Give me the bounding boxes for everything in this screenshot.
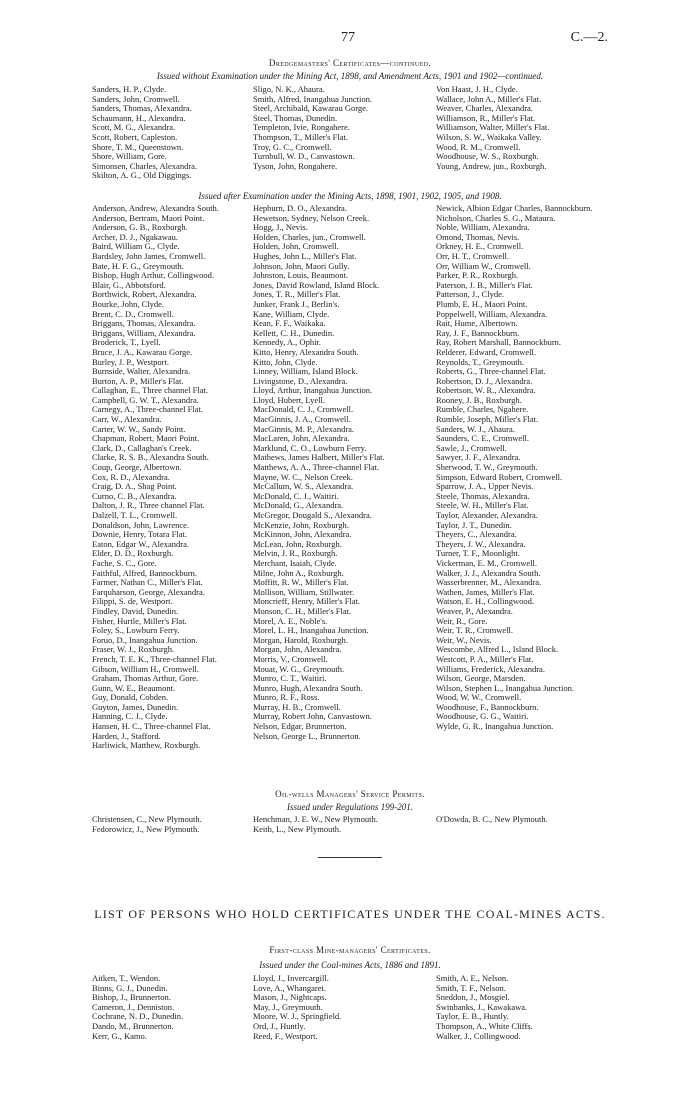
- list-entry: Theyers, J. W., Alexandra.: [436, 538, 526, 549]
- list-entry: Williams, Frederick, Alexandra.: [436, 663, 545, 674]
- list-entry: Ord, J., Huntly.: [253, 1020, 306, 1031]
- list-entry: Weaver, P., Alexandra.: [436, 605, 513, 616]
- list-entry: Callaghan, E., Three channel Flat.: [92, 385, 208, 396]
- list-entry: Sanders, H. P., Clyde.: [92, 84, 167, 94]
- list-entry: Cox, R. D., Alexandra.: [92, 471, 170, 482]
- list-entry: Bishop, Hugh Arthur, Collingwood.: [92, 270, 214, 281]
- list-entry: Moncrieff, Henry, Miller's Flat.: [253, 596, 361, 607]
- list-entry: Marklund, C. O., Lowburn Ferry.: [253, 442, 367, 453]
- list-entry: Wilson, George, Marsden.: [436, 673, 526, 684]
- list-entry: Kean, F. F., Waikaka.: [253, 318, 326, 329]
- list-entry: McDonald, C. J., Waitiri.: [253, 490, 339, 501]
- list-entry: Jones, T. R., Miller's Flat.: [253, 289, 341, 300]
- list-entry: Patterson, J., Clyde.: [436, 289, 504, 300]
- list-entry: Skilton, A. G., Old Diggings.: [92, 170, 192, 181]
- list-entry: Broderick, T., Lyell.: [92, 337, 161, 348]
- coal-first-class-title: First-class Mine-managers' Certificates.: [269, 945, 431, 955]
- list-entry: Guyton, James, Dunedin.: [92, 701, 179, 712]
- list-entry: Borthwick, Robert, Alexandra.: [92, 289, 197, 300]
- list-entry: Johnston, Louis, Beaumont.: [253, 270, 349, 281]
- list-entry: MacDonald, C. J., Cromwell.: [253, 404, 354, 415]
- list-entry: Sherwood, T. W., Greymouth.: [436, 462, 538, 473]
- list-entry: Fedorowicz, J., New Plymouth.: [92, 823, 200, 834]
- list-entry: MacGinnis, J. A., Cromwell.: [253, 414, 351, 425]
- list-entry: Schaumann, H., Alexandra.: [92, 112, 186, 123]
- list-entry: Brent, C. D., Cromwell.: [92, 308, 174, 319]
- list-entry: Smith, T. F., Nelson.: [436, 982, 506, 993]
- list-entry: Baird, William G., Clyde.: [92, 241, 180, 252]
- list-entry: Steele, Thomas, Alexandra.: [436, 490, 530, 501]
- list-entry: Kerr, G., Kamo.: [92, 1030, 147, 1041]
- oil-section-subtitle: Issued under Regulations 199-201.: [287, 802, 413, 812]
- list-entry: Sneddon, J., Mosgiel.: [436, 992, 510, 1003]
- list-entry: Briggans, Thomas, Alexandra.: [92, 318, 196, 329]
- list-entry: Smith, A. E., Nelson.: [436, 973, 509, 983]
- list-entry: Sawle, J., Cromwell.: [436, 442, 507, 453]
- list-entry: Merchant, Isaiah, Clyde.: [253, 557, 337, 568]
- list-entry: Mollison, William, Stillwater.: [253, 586, 355, 597]
- list-entry: Graham, Thomas Arthur, Gore.: [92, 673, 199, 684]
- list-entry: Ray, Robert Marshall, Bannockburn.: [436, 337, 562, 348]
- list-entry: Poppelwell, William, Alexandra.: [436, 308, 548, 319]
- list-entry: Sawyer, J. F., Alexandra.: [436, 452, 521, 463]
- list-entry: Eaton, Edgar W., Alexandra.: [92, 538, 190, 549]
- list-entry: Weir, W., Nevis.: [436, 634, 492, 645]
- list-entry: Wathen, James, Miller's Flat.: [436, 586, 535, 597]
- list-entry: Munro, Hugh, Alexandra South.: [253, 682, 363, 693]
- column-3: [436, 85, 608, 171]
- list-entry: Morgan, Harold, Roxburgh.: [253, 634, 348, 645]
- list-entry: Scott, Robert, Capleston.: [92, 131, 178, 142]
- list-entry: Dalzell, T. L., Cromwell.: [92, 510, 178, 520]
- list-entry: Findley, David, Dunedin.: [92, 605, 179, 616]
- list-entry: Reynolds, T., Greymouth.: [436, 356, 524, 367]
- list-entry: Anderson, G. B., Roxburgh.: [92, 222, 188, 233]
- list-entry: Rumble, Joseph, Miller's Flat.: [436, 414, 539, 425]
- list-entry: Lloyd, Hubert, Lyell.: [253, 394, 326, 405]
- list-entry: Wescombe, Alfred L., Island Block.: [436, 644, 559, 655]
- list-entry: Linney, William, Island Block.: [253, 366, 358, 377]
- list-entry: Hepburn, D. O., Alexandra.: [253, 203, 347, 213]
- list-entry: Murray, H. B., Cromwell.: [253, 701, 341, 712]
- list-entry: Bate, H. F. G., Greymouth.: [92, 260, 184, 271]
- list-entry: Hanning, C. J., Clyde.: [92, 711, 168, 722]
- list-entry: Roberts, G., Three-channel Flat.: [436, 366, 546, 377]
- list-entry: Ray, J. F., Bannockburn.: [436, 327, 520, 338]
- list-entry: Jones, David Rowland, Island Block.: [253, 279, 380, 290]
- list-entry: Donaldson, John, Lawrence.: [92, 519, 190, 530]
- list-entry: Hansen, H. C., Three-channel Flat.: [92, 721, 211, 732]
- column-2: [253, 85, 425, 171]
- list-entry: McKenzie, John, Roxburgh.: [253, 519, 349, 530]
- list-entry: Parker, P. R., Roxburgh.: [436, 270, 519, 281]
- list-entry: Cochrane, N. D., Dunedin.: [92, 1011, 184, 1022]
- list-entry: Archer, D. J., Ngakawau.: [92, 231, 179, 242]
- list-entry: Fraser, W. J., Roxburgh.: [92, 644, 175, 655]
- list-entry: Von Haast, J. H., Clyde.: [436, 84, 518, 94]
- list-entry: O'Dowda, B. C., New Plymouth.: [436, 814, 548, 824]
- list-entry: Dando, M., Brunnerton.: [92, 1020, 174, 1031]
- list-entry: Weir, R., Gore.: [436, 615, 488, 626]
- list-entry: Bourke, John, Clyde.: [92, 298, 165, 309]
- oil-section-title: Oil-wells Managers' Service Permits.: [275, 789, 425, 799]
- dredge-exam-heading: Issued after Examination under the Mining Acts, 1898, 1901, 1902, 1905, and 1908.: [198, 191, 502, 201]
- column-1: [92, 85, 240, 181]
- list-entry: Chapman, Robert, Maori Point.: [92, 433, 200, 444]
- list-entry: Steel, Archibald, Kawarau Gorge.: [253, 103, 369, 114]
- list-entry: Monson, C. H., Miller's Flat.: [253, 605, 352, 616]
- list-entry: Junker, Frank J., Berlin's.: [253, 298, 340, 309]
- list-entry: MacGinnis, M. P., Alexandra.: [253, 423, 355, 434]
- list-entry: Tyson, John, Rongahere.: [253, 160, 338, 171]
- list-entry: Williamson, R., Miller's Flat.: [436, 112, 536, 123]
- list-entry: Taylor, Alexander, Alexandra.: [436, 510, 538, 520]
- list-entry: Blair, G., Abbotsford.: [92, 279, 166, 290]
- list-entry: Wilson, Stephen L., Inangahua Junction.: [436, 682, 574, 693]
- list-entry: Filippi, S. de, Westport.: [92, 596, 173, 607]
- list-entry: Kitto, John, Clyde.: [253, 356, 318, 367]
- list-entry: May, J., Greymouth.: [253, 1001, 323, 1012]
- list-entry: Matthews, A. A., Three-channel Flat.: [253, 462, 380, 473]
- list-entry: Nelson, Edgar, Brunnerton.: [253, 721, 347, 732]
- list-entry: Christensen, C., New Plymouth.: [92, 814, 202, 824]
- list-entry: Rait, Hume, Albertown.: [436, 318, 518, 329]
- list-entry: Taylor, J. T., Dunedin.: [436, 519, 512, 530]
- list-entry: Kennedy, A., Ophir.: [253, 337, 321, 348]
- list-entry: Farquharson, George, Alexandra.: [92, 586, 205, 597]
- page-number: 77: [341, 30, 355, 45]
- list-entry: Sanders, W. J., Ahaura.: [436, 423, 515, 434]
- list-entry: Orr, William W., Cromwell.: [436, 260, 531, 271]
- column-1: [92, 815, 240, 834]
- list-entry: Vickerman, E. M., Cromwell.: [436, 557, 537, 568]
- list-entry: Woodhouse, W. S., Roxburgh.: [436, 151, 539, 162]
- list-entry: Young, Andrew, jun., Roxburgh.: [436, 160, 547, 171]
- list-entry: Bruce, J. A., Kawarau Gorge.: [92, 346, 193, 357]
- list-entry: Smith, Alfred, Inangahua Junction.: [253, 93, 372, 104]
- list-entry: Kane, William, Clyde.: [253, 308, 330, 319]
- list-entry: Thompson, A., White Cliffs.: [436, 1020, 533, 1031]
- list-entry: Woodhouse, F., Bannockburn.: [436, 701, 539, 712]
- list-entry: Campbell, G. W. T., Alexandra.: [92, 394, 199, 405]
- list-entry: Morel, L. H., Inangahua Junction.: [253, 625, 369, 636]
- list-entry: McCallum, W. S., Alexandra.: [253, 481, 354, 492]
- list-entry: Nicholson, Charles S. G., Mataura.: [436, 212, 556, 223]
- list-entry: Swinbanks, J., Kawakawa.: [436, 1001, 528, 1012]
- list-entry: Munro, R. F., Ross.: [253, 692, 320, 703]
- list-entry: Robertson, D. J., Alexandra.: [436, 375, 533, 386]
- dredge-no-exam-heading: Issued without Examination under the Mining Act, 1898, and Amendment Acts, 1901 and 1902—continued.: [156, 71, 544, 81]
- list-entry: Moore, W. J., Springfield.: [253, 1011, 342, 1022]
- list-entry: Moffitt, R. W., Miller's Flat.: [253, 577, 349, 588]
- list-entry: Kitto, Henry, Alexandra South.: [253, 346, 359, 357]
- list-entry: Thompson, T., Miller's Flat.: [253, 131, 348, 142]
- list-entry: Taylor, E. B., Huntly.: [436, 1011, 509, 1022]
- list-entry: Henchman, J. E. W., New Plymouth.: [253, 814, 378, 824]
- list-entry: Shore, William, Gore.: [92, 151, 167, 162]
- column-2: [253, 204, 425, 741]
- list-entry: Clark, D., Callaghan's Creek.: [92, 442, 192, 453]
- list-entry: McLean, John, Roxburgh.: [253, 538, 342, 549]
- list-entry: Faithful, Alfred, Bannockburn.: [92, 567, 198, 578]
- coal-section-heading: LIST OF PERSONS WHO HOLD CERTIFICATES UNDER THE COAL-MINES ACTS.: [94, 907, 606, 921]
- list-entry: Simonsen, Charles, Alexandra.: [92, 160, 198, 171]
- coal-issued-heading: Issued under the Coal-mines Acts, 1886 and 1891.: [259, 960, 441, 970]
- list-entry: Livingstone, D., Alexandra.: [253, 375, 348, 386]
- list-entry: Murray, Robert John, Canvastown.: [253, 711, 372, 722]
- list-entry: Johnson, John, Maori Gully.: [253, 260, 350, 271]
- column-3: [436, 815, 608, 825]
- list-entry: Fisher, Hurtle, Miller's Flat.: [92, 615, 187, 626]
- list-entry: Sanders, John, Cromwell.: [92, 93, 180, 104]
- list-entry: Foley, S., Lowburn Ferry.: [92, 625, 180, 636]
- list-entry: Rumble, Charles, Ngahere.: [436, 404, 529, 415]
- column-3: [436, 204, 608, 732]
- list-entry: Reed, F., Westport.: [253, 1030, 318, 1041]
- list-entry: Dalton, J. R., Three channel Flat.: [92, 500, 205, 511]
- list-entry: Carnegy, A., Three-channel Flat.: [92, 404, 203, 415]
- list-entry: Shore, T. M., Queenstown.: [92, 141, 184, 152]
- list-entry: Wallace, John A., Miller's Flat.: [436, 93, 542, 104]
- list-entry: Carter, W. W., Sandy Point.: [92, 423, 186, 434]
- list-entry: Aitken, T., Wendon.: [92, 973, 161, 983]
- list-entry: Nelson, George L., Brunnerton.: [253, 730, 361, 741]
- list-entry: Simpson, Edward Robert, Cromwell.: [436, 471, 563, 482]
- column-3: [436, 974, 608, 1041]
- list-entry: Hewetson, Sydney, Nelson Creek.: [253, 212, 370, 223]
- list-entry: McGregor, Dougald S., Alexandra.: [253, 510, 372, 520]
- list-entry: Binns, G. J., Dunedin.: [92, 982, 168, 993]
- list-entry: Fache, S. C., Gore.: [92, 557, 157, 568]
- list-entry: McDonald, G., Alexandra.: [253, 500, 344, 511]
- section-divider: [318, 857, 382, 858]
- list-entry: Turnbull, W. D., Canvastown.: [253, 151, 355, 162]
- list-entry: Holden, John, Cromwell.: [253, 241, 339, 252]
- list-entry: Walker, J. J., Alexandra South.: [436, 567, 541, 578]
- list-entry: Turner, T. F., Moonlight.: [436, 548, 520, 559]
- list-entry: Keith, L., New Plymouth.: [253, 823, 342, 834]
- list-entry: Rooney, J. B., Roxburgh.: [436, 394, 522, 405]
- list-entry: Briggans, William, Alexandra.: [92, 327, 196, 338]
- list-entry: Weir, T. R., Cromwell.: [436, 625, 514, 636]
- list-entry: Holden, Charles, jun., Cromwell.: [253, 231, 366, 242]
- list-entry: Lloyd, J., Invercargill.: [253, 973, 329, 983]
- list-entry: Mayne, W. C., Nelson Creek.: [253, 471, 353, 482]
- page-reference: C.—2.: [570, 30, 608, 45]
- list-entry: Steele, W. H., Miller's Flat.: [436, 500, 529, 511]
- list-entry: Mouat, W. G., Greymouth.: [253, 663, 345, 674]
- list-entry: Bardsley, John James, Cromwell.: [92, 250, 206, 261]
- list-entry: Craig, D. A., Shag Point.: [92, 481, 177, 492]
- list-entry: Morgan, John, Alexandra.: [253, 644, 342, 655]
- dredge-section-title: Dredgemasters' Certificates—continued.: [268, 58, 432, 68]
- list-entry: Kellett, C. H., Dunedin.: [253, 327, 335, 338]
- list-entry: Troy, G. C., Cromwell.: [253, 141, 332, 152]
- column-1: [92, 204, 240, 751]
- list-entry: Mathews, James Halbert, Miller's Flat.: [253, 452, 385, 463]
- list-entry: Milne, John A., Roxburgh.: [253, 567, 344, 578]
- list-entry: Burton, A. P., Miller's Flat.: [92, 375, 184, 386]
- list-entry: Wood, R. M., Cromwell.: [436, 141, 521, 152]
- list-entry: Williamson, Walter, Miller's Flat.: [436, 122, 550, 133]
- list-entry: Wilson, S. W., Waikaka Valley.: [436, 131, 542, 142]
- list-entry: Munro, C. T., Waitiri.: [253, 673, 327, 684]
- list-entry: Bishop, J., Brunnerton.: [92, 992, 171, 1003]
- list-entry: Hughes, John L., Miller's Flat.: [253, 250, 357, 261]
- list-entry: Coup, George, Albertown.: [92, 462, 182, 473]
- column-2: [253, 974, 425, 1041]
- list-entry: Walker, J., Collingwood.: [436, 1030, 521, 1041]
- list-entry: Orr, H. T., Cromwell.: [436, 250, 510, 261]
- list-entry: Guy, Donald, Cobden.: [92, 692, 169, 703]
- list-entry: Foruo, D., Inangahua Junction.: [92, 634, 198, 645]
- list-entry: Cameron, J., Denniston.: [92, 1001, 175, 1012]
- list-entry: Lloyd, Arthur, Inangahua Junction.: [253, 385, 373, 396]
- list-entry: Steel, Thomas, Dunedin.: [253, 112, 338, 123]
- list-entry: Harden, J., Stafford.: [92, 730, 161, 741]
- list-entry: Love, A., Whangarei.: [253, 982, 327, 993]
- list-entry: Omond, Thomas, Nevis.: [436, 231, 520, 242]
- list-entry: MacLaren, John, Alexandra.: [253, 433, 350, 444]
- list-entry: French, T. E. K., Three-channel Flat.: [92, 653, 217, 664]
- list-entry: Weaver, Charles, Alexandra.: [436, 103, 533, 114]
- column-2: [253, 815, 425, 834]
- list-entry: Sparrow, J. A., Upper Nevis.: [436, 481, 534, 492]
- list-entry: Newick, Albion Edgar Charles, Bannockburn.: [436, 203, 593, 213]
- list-entry: Theyers, C., Alexandra.: [436, 529, 517, 540]
- list-entry: Sligo, N. K., Ahaura.: [253, 84, 325, 94]
- list-entry: Wood, W. W., Cromwell.: [436, 692, 522, 703]
- list-entry: Curno, C. B., Alexandra.: [92, 490, 177, 501]
- list-entry: Melvin, J. R., Roxburgh.: [253, 548, 338, 559]
- list-entry: Anderson, Andrew, Alexandra South.: [92, 203, 219, 213]
- list-entry: Sanders, Thomas, Alexandra.: [92, 103, 192, 114]
- page-header: [0, 30, 700, 46]
- list-entry: Scott, M. G., Alexandra.: [92, 122, 176, 133]
- list-entry: Clarke, R. S. B., Alexandra South.: [92, 452, 209, 463]
- list-entry: McKinnon, John, Alexandra.: [253, 529, 352, 540]
- list-entry: Hogg, J., Nevis.: [253, 222, 308, 233]
- list-entry: Morel, A. E., Noble's.: [253, 615, 328, 626]
- list-entry: Westcott, P. A., Miller's Flat.: [436, 653, 534, 664]
- list-entry: Watson, E. H., Collingwood.: [436, 596, 535, 607]
- list-entry: Anderson, Bertram, Maori Point.: [92, 212, 205, 223]
- list-entry: Relderer, Edward, Cromwell.: [436, 346, 536, 357]
- list-entry: Elder, D. D., Roxburgh.: [92, 548, 174, 559]
- list-entry: Plumb, E. H., Maori Point.: [436, 298, 528, 309]
- column-1: [92, 974, 240, 1041]
- list-entry: Robertson, W. R., Alexandra.: [436, 385, 536, 396]
- list-entry: Woodhouse, G. G., Waitiri.: [436, 711, 529, 722]
- list-entry: Templeton, Ivie, Rongahere.: [253, 122, 350, 133]
- list-entry: Burnside, Walter, Alexandra.: [92, 366, 191, 377]
- list-entry: Orkney, H. E., Cromwell.: [436, 241, 524, 252]
- list-entry: Wylde, G. R., Inangahua Junction.: [436, 721, 554, 732]
- list-entry: Gunn, W. E., Beaumont.: [92, 682, 176, 693]
- list-entry: Harliwick, Matthew, Roxburgh.: [92, 740, 201, 751]
- list-entry: Mason, J., Nightcaps.: [253, 992, 327, 1003]
- list-entry: Farmer, Nathan C., Miller's Flat.: [92, 577, 203, 588]
- list-entry: Saunders, C. E., Cromwell.: [436, 433, 530, 444]
- list-entry: Carr, W., Alexandra.: [92, 414, 162, 425]
- list-entry: Gibson, William H., Cromwell.: [92, 663, 199, 674]
- list-entry: Burley, J. P., Westport.: [92, 356, 169, 367]
- list-entry: Morris, V., Cromwell.: [253, 653, 328, 664]
- list-entry: Downie, Henry, Totara Flat.: [92, 529, 188, 540]
- list-entry: Wasserbrenner, M., Alexandra.: [436, 577, 542, 588]
- list-entry: Paterson, J. B., Miller's Flat.: [436, 279, 533, 290]
- list-entry: Noble, William, Alexandra.: [436, 222, 530, 233]
